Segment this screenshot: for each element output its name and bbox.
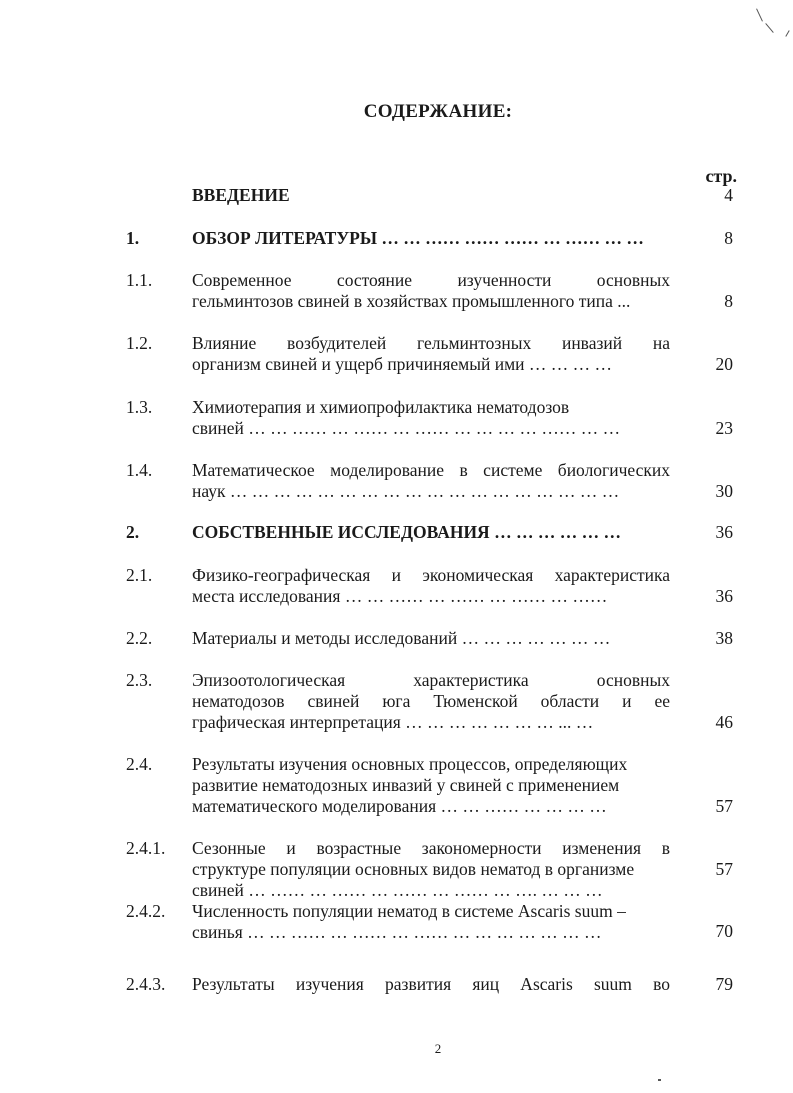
scan-mark bbox=[785, 30, 789, 37]
toc-entry-title: Химиотерапия и химиопрофилактика нематодозов свиней … … …… … …… … …… … … … … …… … … bbox=[192, 397, 621, 438]
toc-entry-number: 2.1. bbox=[126, 565, 153, 585]
toc-entry-page: 38 bbox=[715, 628, 733, 648]
scan-mark bbox=[756, 8, 763, 21]
toc-entry-page: 57 bbox=[715, 859, 733, 879]
toc-entry-page: 20 bbox=[715, 354, 733, 374]
toc-entry-page: 79 bbox=[715, 974, 733, 994]
toc-entry-page: 36 bbox=[715, 586, 733, 606]
toc-entry-title: Результаты изучения развития яиц Ascaris suum во bbox=[192, 974, 670, 994]
toc-entry-number: 2.2. bbox=[126, 628, 153, 648]
toc-entry-title: Эпизоотологическая характеристика основных нематодозов свиней юга Тюменской области и ее графическая интерпретация … … … … … … … ... … bbox=[192, 670, 670, 732]
scan-mark bbox=[765, 23, 773, 33]
toc-entry-number: 2.3. bbox=[126, 670, 153, 690]
toc-entry-title: Результаты изучения основных процессов, определяющих развитие нематодозных инвазий у свиней с применением математического моделирования … … …… … … … … bbox=[192, 754, 628, 816]
toc-entry-number: 1.1. bbox=[126, 270, 153, 290]
toc-entry-number: 1.3. bbox=[126, 397, 153, 417]
toc-entry-page: 46 bbox=[715, 712, 733, 732]
toc-entry-number: 2. bbox=[126, 522, 140, 542]
toc-entry-page: 57 bbox=[715, 796, 733, 816]
toc-entry-page: 70 bbox=[715, 921, 733, 941]
toc-entry-number: 1.4. bbox=[126, 460, 153, 480]
page-title: СОДЕРЖАНИЕ: bbox=[363, 101, 513, 122]
toc-entry-title: Сезонные и возрастные закономерности изменения в структуре популяции основных видов нематод в организме свиней … …… … …… … …… … …… … …. … … … bbox=[192, 838, 670, 900]
toc-entry-title: Численность популяции нематод в системе Ascaris suum – свинья … … …… … …… … …… … … … … … … … bbox=[192, 901, 626, 942]
toc-entry-title: Влияние возбудителей гельминтозных инвазий на организм свиней и ущерб причиняемый ими … … … … bbox=[192, 333, 670, 374]
toc-entry-page: 4 bbox=[724, 185, 733, 205]
toc-entry-number: 1. bbox=[126, 228, 140, 248]
toc-entry-number: 2.4. bbox=[126, 754, 153, 774]
toc-entry-number: 2.4.3. bbox=[126, 974, 166, 994]
toc-entry-number: 1.2. bbox=[126, 333, 153, 353]
toc-entry-title: ОБЗОР ЛИТЕРАТУРЫ … … …… …… …… … …… … … bbox=[192, 228, 644, 248]
toc-entry-page: 30 bbox=[715, 481, 733, 501]
scan-mark bbox=[658, 1079, 661, 1081]
toc-entry-title: Математическое моделирование в системе биологических наук … … … … … … … … … … … … … … … … … … bbox=[192, 460, 670, 501]
toc-entry-title: Материалы и методы исследований … … … … … … … bbox=[192, 628, 611, 648]
toc-entry-title: Физико-географическая и экономическая характеристика места исследования … … …… … …… … …… … …… bbox=[192, 565, 670, 606]
toc-entry-title: СОБСТВЕННЫЕ ИССЛЕДОВАНИЯ … … … … … … bbox=[192, 522, 621, 542]
toc-entry-title: ВВЕДЕНИЕ bbox=[192, 185, 290, 205]
toc-entry-page: 36 bbox=[715, 522, 733, 542]
toc-entry-page: 8 bbox=[724, 291, 733, 311]
toc-entry-page: 23 bbox=[715, 418, 733, 438]
toc-entry-number: 2.4.1. bbox=[126, 838, 166, 858]
page-column-label: стр. bbox=[705, 166, 737, 186]
toc-entry-title: Современное состояние изученности основных гельминтозов свиней в хозяйствах промышленного типа ... bbox=[192, 270, 670, 311]
toc-entry-page: 8 bbox=[724, 228, 733, 248]
page-number: 2 bbox=[434, 1041, 442, 1056]
toc-entry-number: 2.4.2. bbox=[126, 901, 166, 921]
